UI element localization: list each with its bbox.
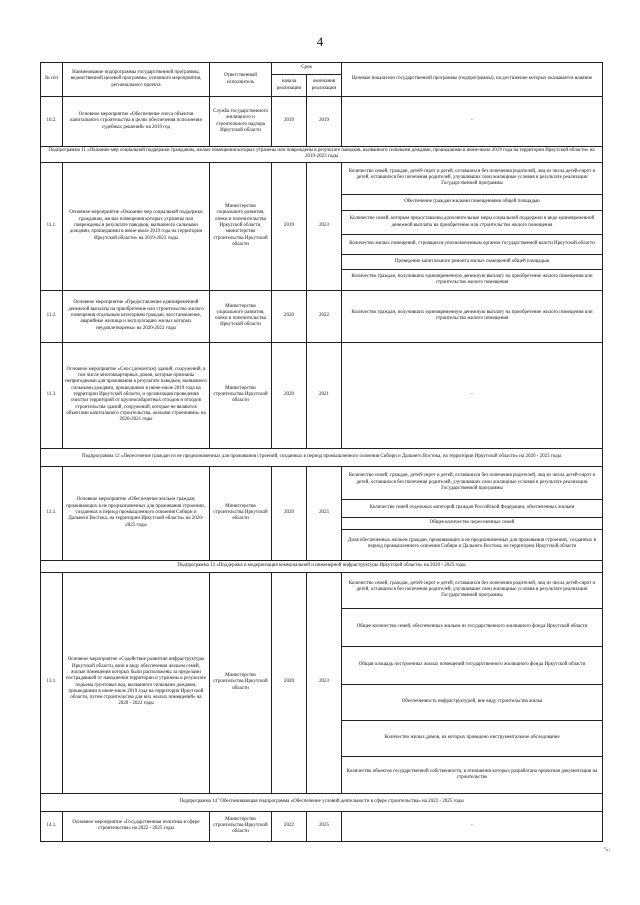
indicator-item: Общее количество переселенных семей [342,517,602,529]
indicator-item: Количество семей, граждан, детей-сирот и детей, оставшихся без попечения родителей, лиц из числа детей-сирот и детей, оставшихся без попечения родителей, улучшивших свои жилищные условия в результате реализации Государственной программы [342,573,602,609]
subprogram-12-row [41,448,603,466]
indicator-item: Доля обеспеченных жильем граждан, проживающих в не предназначенных для проживания строениях, созданных в период промышленного освоения Сибири и Дальнего Востока, на территории Иркутской области [348,538,596,550]
row-num: 11.3. [41,342,63,448]
indicator-item: Количество граждан, получивших единовременную денежную выплату на приобретение жилого помещения или строительство жилого помещения [351,273,593,285]
row-start: 2022 [272,811,307,841]
row-indicator: - [342,342,603,448]
indicator-item: Общая площадь построенных жилых помещений государственного жилищного фонда Иркутской области [342,647,602,685]
row-executor: Министерство строительства Иркутской области [210,342,272,448]
row-end: 2023 [307,162,342,290]
row-end: 2023 [307,572,342,793]
row-start: 2020 [272,290,307,342]
header-start: начала реализации [272,75,307,97]
table-row-14-1 [41,811,603,841]
indicator-list [342,163,602,290]
row-num: 13.1. [41,572,63,793]
indicator-item: Количество семей, граждан, детей-сирот и детей, оставшихся без попечения родителей, лиц из числа детей-сирот и детей, оставшихся без попечения родителей, улучшивших свои жилищные условия в результате реализации Государственной программы [342,467,602,499]
row-executor: Министерство строительства Иркутской области [210,572,272,793]
program-table [40,62,603,842]
header-row-1 [41,63,603,75]
indicator-list [342,573,602,793]
row-num: 14.1. [41,811,63,841]
indicator-list [342,467,602,559]
page-number: 4 [316,34,324,49]
header-num: № п/п [41,63,63,97]
row-name: Основное мероприятие «Снос (демонтаж) зданий, сооружений, в том числе многоквартирных домов, которые признаны непригодными для проживания в результате паводков, вызванного сильными дождями, прошедшими в июне-июле 2019 года на территории Иркутской области, и организация проведения очистки территорий от крупногабаритных отходов и отходов строительства зданий, сооружений, которые не являются объектами капитального строительства, жилыми строениями» на 2020-2021 годы [63,342,210,448]
row-indicator: - [342,97,603,147]
table-row-13-1 [41,572,603,793]
table-row-11-1 [41,162,603,290]
row-name: Основное мероприятие «Обеспечение жильем граждан, проживающих в не предназначенных для проживания строениях, созданных в период промышленного освоения Сибири и Дальнего Востока, на территории Иркутской области» на 2020-2025 годы [63,466,210,560]
header-name: Наименование подпрограммы государственной программы, ведомственной целевой программы, основного мероприятия, регионального проекта [63,63,210,97]
indicator-item: Обеспеченность инфраструктурой, вне виду строительства жилья [342,685,602,721]
row-end: 2025 [307,466,342,560]
row-start: 2019 [272,162,307,290]
row-indicator: Количество граждан, получивших единовременную денежную выплату на приобретение жилого помещения или строительство жилого помещения [342,290,603,342]
header-indicators: Целевые показатели государственной программы (подпрограммы), на достижение которых оказывается влияние [342,63,603,97]
subprogram-12-title: Подпрограмма 12 «Переселение граждан из не предназначенных для проживания строений, созданных в период промышленного освоения Сибири и Дальнего Востока, на территории Иркутской области» на 2020 - 2025 годы [41,448,603,466]
row-name: Основное мероприятие «Предоставление единовременной денежной выплаты на приобретение или строительство жилого помещения отдельным категориям граждан, восстановление, аварийные жилища и эксплуатацию жилых которых неудовлетворены» на 2020-2022 годы [63,290,210,342]
row-end: 2021 [307,342,342,448]
row-end: 2022 [307,290,342,342]
table-row-11-3 [41,342,603,448]
row-end: 2025 [307,811,342,841]
row-executor: Министерство социального развития, опеки и попечительства Иркутской области, министерство строительства Иркутской области [210,162,272,290]
row-executor: Служба государственного жилищного и строительного надзора Иркутской области [210,97,272,147]
row-indicator: - [342,811,603,841]
row-name: Основное мероприятие «Государственная политика в сфере строительства» на 2022 - 2025 годы [63,811,210,841]
table-row-12-1 [41,466,603,560]
row-start: 2020 [272,572,307,793]
row-num: 11.2. [41,290,63,342]
row-executor: Министерство социального развития, опеки и попечительства Иркутской области [210,290,272,342]
indicator-item: Количество семей, которым предоставлены дополнительные меры социальной поддержки в виде единовременной денежной выплаты на приобретение или строительство жилого помещения [342,211,602,235]
indicator-item: Проведение капитального ремонта жилых помещений общей площадью [342,255,602,270]
indicator-item: Количество семей, граждан, детей-сирот и детей, оставшихся без попечения родителей, лиц из числа детей-сирот и детей, оставшихся без попечения родителей, улучшивших свои жилищные условия в результате реализации Государственной программы [342,163,602,195]
row-num: 12.1. [41,466,63,560]
row-indicators [342,572,603,793]
row-end: 2019 [307,97,342,147]
row-indicators [342,466,603,560]
subprogram-11-title: Подпрограмма 11 «Оказание мер социальной поддержки гражданам, жилые помещения которых утрачены или повреждены в результате паводков, вызванного сильными дождями, прошедшими в июне-июле 2019 года на территории Иркутской области» на 2019-2023 годы [41,147,603,163]
row-indicators [342,162,603,290]
row-start: 2020 [272,342,307,448]
closing-quote-mark: "»; [604,848,610,853]
subprogram-11-row [41,147,603,163]
header-executor: Ответственный исполнитель [210,63,272,97]
row-executor: Министерство строительства Иркутской области [210,811,272,841]
row-name: Основное мероприятие «Обеспечение сноса объектов капитального строительства в целях обеспечения исполнения судебных решений» на 2019 год [63,97,210,147]
indicator-item: Количество жилых помещений, строящихся уполномоченным органом государственной власти Иркутской области [342,235,602,255]
row-start: 2020 [272,466,307,560]
subprogram-13-title: Подпрограмма 13 «Поддержка и модернизация коммунальной и инженерной инфраструктуры Иркутской области» на 2020 - 2025 годы [41,560,603,572]
indicator-item: Количество семей отдельных категорий граждан Российской Федерации, обеспеченных жильем [342,499,602,517]
row-executor: Министерство строительства Иркутской области [210,466,272,560]
row-num: 11.1. [41,162,63,290]
subprogram-14-title: Подпрограмма 14 "Обеспечивающая подпрограмма «Обеспечение условий деятельности в сфере строительства» на 2022 - 2025 годы [41,793,603,811]
table-row-11-2 [41,290,603,342]
row-name: Основное мероприятие «Содействие развитию инфраструктуры Иркутской области, вязи в виду обеспечения жильем семей, жилые помещения которых были расположены за пределами пострадавшей от наводнения территории и утрачены в результате подъема грунтовых вод, вызванного сильными дождями, прошедшими в июне-июле 2019 года на территории Иркутской области, путем строительства для них жилых помещений» на 2020 - 2022 годы [63,572,210,793]
header-end: окончания реализации [307,75,342,97]
row-name: Основное мероприятие «Оказание мер социальной поддержки гражданам, жилые помещения которых утрачены или повреждены в результате паводков, вызванного сильными дождями, прошедшими в июне-июле 2019 года на территории Иркутской области» на 2019-2023 годы [63,162,210,290]
indicator-item: Количество жилых домов, на которых проведено инструментальное обследование [342,721,602,757]
indicator-item: Общее количество семей, обеспеченных жильем из государственного жилищного фонда Иркутской области [342,609,602,647]
row-start: 2019 [272,97,307,147]
header-term: Срок [272,63,342,75]
subprogram-13-row [41,560,603,572]
row-num: 10.2. [41,97,63,147]
table-row-10-2 [41,97,603,147]
indicator-item: Обеспечение граждан жилыми помещениями общей площадью [342,195,602,211]
indicator-item: Количество объектов государственной собственности, в отношении которых разработана проектная документация на строительство [346,768,598,780]
subprogram-14-row [41,793,603,811]
